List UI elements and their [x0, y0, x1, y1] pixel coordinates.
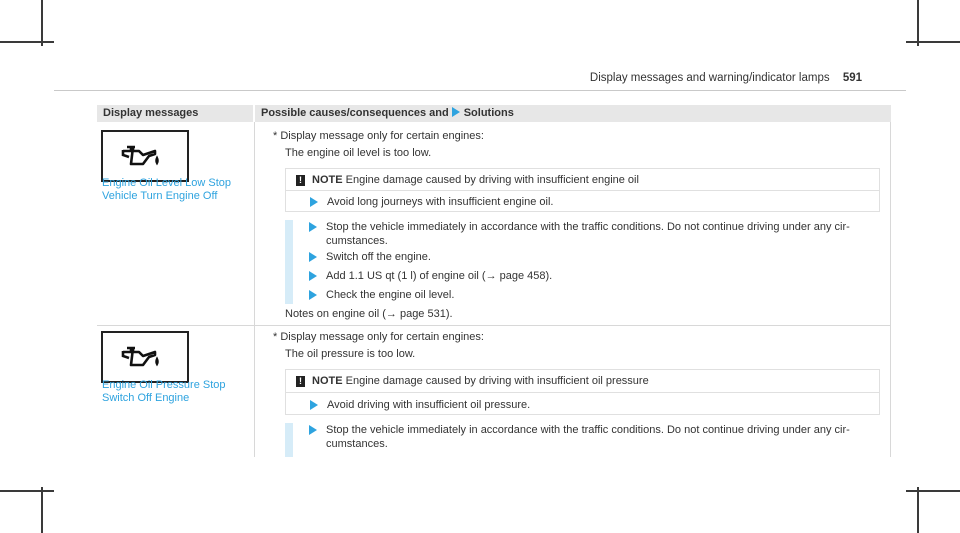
page-number: 591	[842, 72, 862, 84]
row1-step3: Add 1.1 US qt (1 l) of engine oil (→ page 458).	[326, 270, 553, 282]
row1-note-description: Engine damage caused by driving with insufficient engine oil	[345, 174, 639, 186]
note-label: NOTE	[312, 174, 343, 186]
row1-note-step: Avoid long journeys with insufficient engine oil.	[327, 196, 554, 208]
row1-step2: Switch off the engine.	[326, 251, 431, 263]
crop-mark	[906, 490, 960, 492]
solutions-arrow-icon	[452, 107, 460, 117]
row1-message	[102, 177, 231, 203]
step-arrow-icon	[309, 425, 317, 435]
column-header-solutions-label: Solutions	[463, 107, 514, 119]
note-label: NOTE	[312, 375, 343, 387]
oil-can-icon	[121, 145, 173, 169]
row2-note-description: Engine damage caused by driving with insufficient oil pressure	[345, 375, 649, 387]
crop-mark	[917, 0, 919, 46]
row1-icon-box	[101, 130, 189, 182]
step-arrow-icon	[309, 290, 317, 300]
row2-note-box	[285, 369, 880, 415]
crop-mark	[917, 487, 919, 533]
table-right-border	[890, 122, 891, 457]
warning-icon: !	[296, 175, 305, 186]
column-header-causes-label: Possible causes/consequences and	[261, 107, 449, 119]
column-header-display-messages: Display messages	[97, 105, 253, 122]
row2-message	[102, 379, 226, 405]
running-head	[590, 72, 862, 84]
crop-mark	[41, 0, 43, 46]
column-divider	[254, 122, 255, 457]
warning-icon: !	[296, 376, 305, 387]
step-arrow-icon	[309, 271, 317, 281]
row1-note-box	[285, 168, 880, 212]
crop-mark	[0, 41, 54, 43]
step-arrow-icon	[310, 197, 318, 207]
crop-mark	[906, 41, 960, 43]
row1-note-text	[312, 174, 639, 187]
step-arrow-icon	[309, 222, 317, 232]
row1-intro-line2: The engine oil level is too low.	[285, 147, 432, 159]
row2-note-text	[312, 375, 649, 388]
steps-bar	[285, 220, 293, 304]
crop-mark	[0, 490, 54, 492]
row2-step1-line2: cumstances.	[326, 438, 388, 450]
steps-bar	[285, 423, 293, 457]
row2-message-line1: Engine Oil Pressure Stop	[102, 379, 226, 391]
row2-message-line2: Switch Off Engine	[102, 392, 190, 404]
row1-footer-link[interactable]: Notes on engine oil (→ page 531).	[285, 308, 453, 320]
running-head-title: Display messages and warning/indicator lamps	[589, 72, 830, 84]
note-separator	[286, 392, 879, 393]
row1-intro-line1: * Display message only for certain engines:	[273, 130, 484, 142]
row1-step1-line1: Stop the vehicle immediately in accordance with the traffic conditions. Do not continue driving under any cir-	[326, 221, 850, 233]
row1-message-line1: Engine Oil Level Low Stop	[102, 177, 232, 189]
step-arrow-icon	[310, 400, 318, 410]
row1-step1-line2: cumstances.	[326, 235, 388, 247]
messages-table	[97, 105, 891, 457]
oil-can-icon	[121, 346, 173, 370]
row2-intro-line1: * Display message only for certain engines:	[273, 331, 484, 343]
column-header-causes	[255, 105, 891, 122]
crop-mark	[41, 487, 43, 533]
row2-intro-line2: The oil pressure is too low.	[285, 348, 416, 360]
row1-message-line2: Vehicle Turn Engine Off	[102, 190, 218, 202]
row2-note-step: Avoid driving with insufficient oil pressure.	[327, 399, 531, 411]
row2-step1-line1: Stop the vehicle immediately in accordance with the traffic conditions. Do not continue driving under any cir-	[326, 424, 850, 436]
row-divider	[97, 325, 891, 326]
step-arrow-icon	[309, 252, 317, 262]
header-rule	[54, 90, 906, 91]
note-separator	[286, 190, 879, 191]
row1-step4: Check the engine oil level.	[326, 289, 455, 301]
row2-icon-box	[101, 331, 189, 383]
